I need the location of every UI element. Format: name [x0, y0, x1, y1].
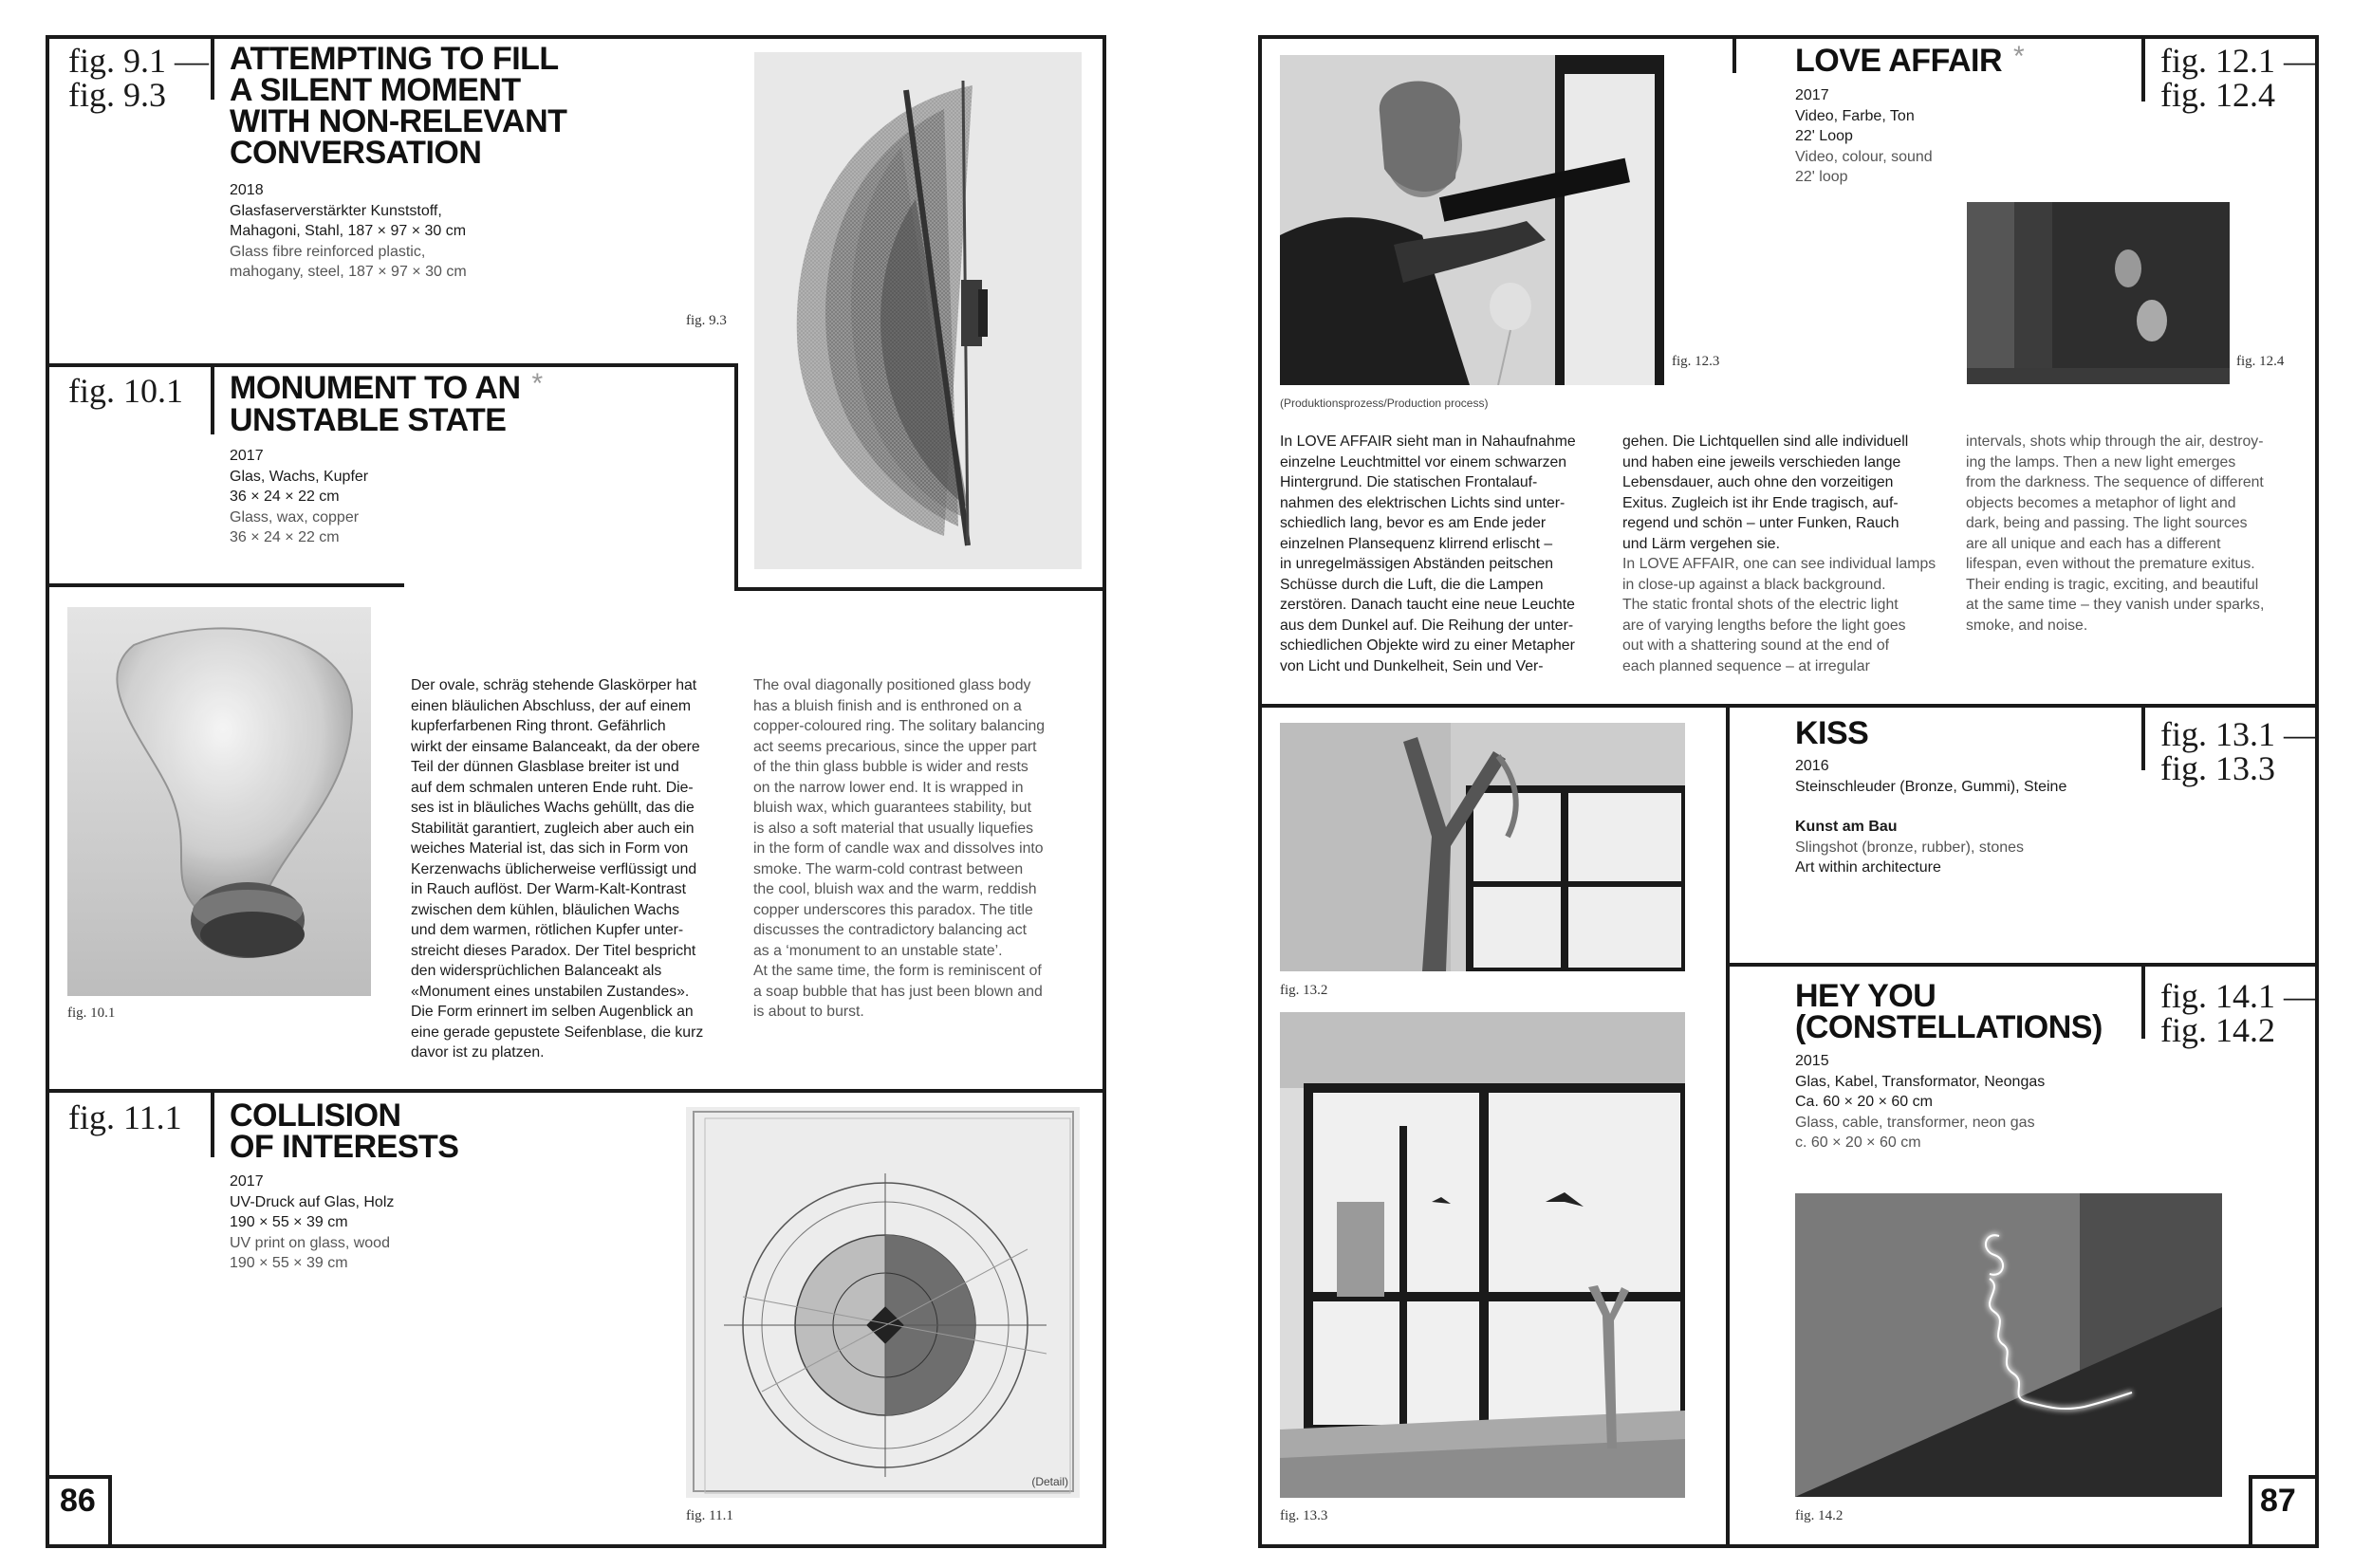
text-line: Hintergrund. Die statischen Frontalauf-: [1280, 474, 1538, 490]
text-line: nahmen des elektrischen Lichts sind unter-: [1280, 494, 1566, 511]
text-line: Die Form erinnert im selben Augenblick an: [411, 1004, 694, 1020]
text-line: act seems precarious, since the upper part: [753, 738, 1037, 755]
text-line: schiedlich lang, bevor es am Ende jeder: [1280, 515, 1547, 531]
text-line: dark, being and passing. The light sources: [1966, 515, 2248, 531]
fig-rule-14: [2141, 963, 2145, 1039]
photo-fig-11-1: [686, 1107, 1080, 1498]
work-meta-kiss: 2016 Steinschleuder (Bronze, Gummi), Steine Kunst am Bau Slingshot (bronze, rubber), stones Art within architecture: [1795, 758, 2067, 876]
work-title-collision: COLLISION OF INTERESTS: [230, 1098, 459, 1165]
frame-bottom-left: [46, 1544, 1106, 1548]
text-line: bluish wax, which guarantees stability, but: [753, 800, 1031, 816]
caption-fig-13-2: fig. 13.2: [1280, 983, 1328, 998]
text-line: einzelnen Plansequenz klirrend erlischt –: [1280, 535, 1553, 552]
divider-12-13: [1258, 704, 2319, 708]
work-title-kiss: KISS: [1795, 715, 1869, 751]
fig-ref-10: fig. 10.1: [68, 372, 183, 410]
text-line: davor ist zu platzen.: [411, 1044, 545, 1061]
text-line: einen bläulichen Abschluss, der auf einem: [411, 697, 692, 714]
text-line: weiches Material ist, das sich in Form von: [411, 840, 689, 857]
text-line: discusses the contradictory balancing act: [753, 922, 1028, 938]
frame-right-left: [1102, 35, 1106, 1548]
photo-fig-13-3: [1280, 1012, 1685, 1498]
text-line: at the same time – they vanish under sparks,: [1966, 597, 2265, 613]
caption-fig-10-1: fig. 10.1: [67, 1005, 116, 1021]
title-rule-10: [211, 363, 214, 434]
work-title-hey-you: HEY YOU (CONSTELLATIONS): [1795, 978, 2103, 1045]
frame-bottom-right: [1258, 1544, 2319, 1548]
photo-fig-9-3: [754, 52, 1082, 569]
frame-left-right: [1258, 35, 1262, 1548]
text-line: und dem warmen, rötlichen Kupfer unter-: [411, 922, 684, 938]
text-line: lifespan, even without the premature exitus.: [1966, 556, 2255, 572]
divider-13-14: [1726, 963, 2319, 967]
text-line: ing the lamps. Then a new light emerges: [1966, 453, 2236, 470]
divider-10-body: [46, 583, 404, 587]
text-line: a soap bubble that has just been blown and: [753, 983, 1043, 1000]
work-meta-collision: 2017 UV-Druck auf Glas, Holz 190 × 55 × 39 cm UV print on glass, wood 190 × 55 × 39 cm: [230, 1173, 395, 1271]
fig-rule-12: [2141, 35, 2145, 101]
text-line: smoke, and noise.: [1966, 617, 2088, 634]
text-line: Exitus. Zugleich ist ihr Ende tragisch, auf-: [1622, 494, 1899, 511]
text-line: of the thin glass bubble is wider and rests: [753, 759, 1028, 775]
text-line: zerstören. Danach taucht eine neue Leuchte: [1280, 597, 1575, 613]
star-icon: *: [2013, 41, 2025, 72]
fig-ref-14: fig. 14.1 — fig. 14.2: [2160, 977, 2318, 1049]
text-line: from the darkness. The sequence of different: [1966, 474, 2264, 490]
text-line: the cool, bluish wax and the warm, reddish: [753, 881, 1037, 897]
hey-you-rule-v: [1726, 963, 1730, 1548]
work-meta-love-affair: 2017 Video, Farbe, Ton 22' Loop Video, colour, sound 22' loop: [1795, 87, 1933, 185]
text-line: Lebensdauer, auch ohne den vorzeitigen: [1622, 474, 1894, 490]
text-line: smoke. The warm-cold contrast between: [753, 860, 1024, 877]
text-line: Their ending is tragic, exciting, and beautiful: [1966, 576, 2259, 593]
page-number-rule: [46, 1475, 112, 1479]
text-line: Kerzenwachs üblicherweise verflüssigt und: [411, 860, 697, 877]
text-line: out with a shattering sound at the end of: [1622, 637, 1890, 654]
star-icon: *: [531, 368, 543, 399]
text-line: in unregelmässigen Abständen peitschen: [1280, 556, 1554, 572]
text-line: in Rauch auflöst. Der Warm-Kalt-Kontrast: [411, 881, 686, 897]
text-line: auf dem schmalen unteren Ende ruht. Die-: [411, 779, 694, 796]
detail-label: (Detail): [1031, 1475, 1068, 1488]
divider-vertical-10: [734, 363, 738, 591]
text-line: Schüsse durch die Luft, die die Lampen: [1280, 576, 1544, 593]
text-line: are all unique and each has a different: [1966, 535, 2221, 552]
title-rule: [211, 35, 214, 100]
divider-photo-bottom: [734, 587, 1104, 591]
fig-ref-9: fig. 9.1 — fig. 9.3: [68, 42, 209, 114]
text-line: gehen. Die Lichtquellen sind alle individuell: [1622, 434, 1909, 450]
production-process-note: (Produktionsprozess/Production process): [1280, 397, 1489, 410]
page-number-87: 87: [2260, 1483, 2296, 1519]
text-line: und haben eine jeweils verschieden lange: [1622, 453, 1901, 470]
body-text-love-affair-col2: [1622, 432, 1936, 676]
text-line: wirkt der einsame Balanceakt, da der obere: [411, 738, 700, 755]
body-text-love-affair-col3: [1966, 432, 2264, 636]
photo-fig-10-1: [67, 607, 371, 996]
text-line: einzelne Leuchtmittel vor einem schwarzen: [1280, 453, 1567, 470]
text-line: The static frontal shots of the electric light: [1622, 597, 1899, 613]
work-meta-monument: 2017 Glas, Wachs, Kupfer 36 × 24 × 22 cm Glass, wax, copper 36 × 24 × 22 cm: [230, 448, 369, 545]
text-line: on the narrow lower end. It is wrapped in: [753, 779, 1024, 796]
text-line: eine gerade gepustete Seifenblase, die kurz: [411, 1024, 704, 1041]
photo-fig-12-3: [1280, 55, 1664, 385]
photo-fig-13-2: [1280, 723, 1685, 971]
text-line: are of varying lengths before the light goes: [1622, 617, 1906, 634]
text-line: in the form of candle wax and dissolves into: [753, 840, 1044, 857]
fig-rule-13: [2141, 704, 2145, 770]
frame-left: [46, 35, 49, 1548]
text-line: is also a soft material that usually liquefies: [753, 820, 1034, 837]
text-line: in close-up against a black background.: [1622, 576, 1886, 593]
page-number-rule-v: [108, 1475, 112, 1546]
text-line: Der ovale, schräg stehende Glaskörper hat: [411, 677, 697, 693]
title-rule-12-a: [1732, 35, 1736, 73]
caption-fig-11-1: fig. 11.1: [686, 1508, 733, 1523]
text-line: copper-coloured ring. The solitary balancing: [753, 718, 1046, 734]
body-text-love-affair-col1: [1280, 432, 1576, 676]
work-meta-attempting: 2018 Glasfaserverstärkter Kunststoff, Mahagoni, Stahl, 187 × 97 × 30 cm Glass fibre reinforced plastic, mahogany, steel, 187 × 97 × 30 cm: [230, 182, 467, 280]
fig-ref-13: fig. 13.1 — fig. 13.3: [2160, 715, 2318, 787]
text-line: The oval diagonally positioned glass body: [753, 677, 1031, 693]
caption-fig-12-4: fig. 12.4: [2236, 354, 2285, 369]
text-line: objects becomes a metaphor of light and: [1966, 494, 2236, 511]
page-number-86: 86: [60, 1483, 96, 1519]
text-line: kupferfarbenen Ring thront. Gefährlich: [411, 718, 666, 734]
work-title-monument: MONUMENT TO AN * UNSTABLE STATE: [230, 368, 543, 438]
text-line: Stabilität garantiert, zugleich aber auch ein: [411, 820, 695, 837]
text-line: schiedlichen Objekte wird zu einer Metapher: [1280, 637, 1575, 654]
work-meta-hey-you: 2015 Glas, Kabel, Transformator, Neongas Ca. 60 × 20 × 60 cm Glass, cable, transformer, neon gas c. 60 × 20 × 60 cm: [1795, 1053, 2046, 1151]
divider-10-11: [46, 1089, 1106, 1093]
work-title-attempting: ATTEMPTING TO FILL A SILENT MOMENT WITH NON-RELEVANT CONVERSATION: [230, 41, 567, 171]
text-line: In LOVE AFFAIR, one can see individual lamps: [1622, 556, 1936, 572]
text-line: «Monument eines unstabilen Zustandes».: [411, 983, 690, 1000]
fig-ref-12: fig. 12.1 — fig. 12.4: [2160, 42, 2318, 114]
text-line: und Lärm vergehen sie.: [1622, 535, 1780, 552]
page-number-rule-87-v: [2249, 1475, 2252, 1546]
work-title-love-affair: LOVE AFFAIR *: [1795, 41, 2025, 79]
text-line: ses ist in bläuliches Wachs gehüllt, das die: [411, 800, 695, 816]
text-line: von Licht und Dunkelheit, Sein und Ver-: [1280, 657, 1544, 674]
frame-top-left: [46, 35, 1106, 39]
text-line: den widersprüchlichen Balanceakt als: [411, 963, 662, 979]
text-line: each planned sequence – at irregular: [1622, 657, 1870, 674]
fig-ref-11: fig. 11.1: [68, 1098, 182, 1136]
text-line: aus dem Dunkel auf. Die Reihung der unter-: [1280, 617, 1574, 634]
caption-fig-13-3: fig. 13.3: [1280, 1508, 1328, 1523]
text-line: At the same time, the form is reminiscent of: [753, 963, 1042, 979]
kiss-rule-v: [1726, 704, 1730, 965]
photo-fig-14-2: [1795, 1193, 2222, 1497]
photo-fig-12-4: [1967, 202, 2230, 384]
text-line: is about to burst.: [753, 1004, 864, 1020]
title-rule-11: [211, 1089, 214, 1157]
caption-fig-9-3: fig. 9.3: [686, 313, 727, 328]
text-line: In LOVE AFFAIR sieht man in Nahaufnahme: [1280, 434, 1576, 450]
body-text-monument-de: [411, 675, 703, 1063]
page-number-rule-87: [2249, 1475, 2319, 1479]
divider-9-10: [46, 363, 738, 367]
caption-fig-12-3: fig. 12.3: [1672, 354, 1720, 369]
frame-right: [2315, 35, 2319, 1548]
frame-top-right: [1258, 35, 2319, 39]
text-line: as a ‘monument to an unstable state’.: [753, 942, 1003, 959]
caption-fig-14-2: fig. 14.2: [1795, 1508, 1843, 1523]
body-text-monument-en: [753, 675, 1045, 1023]
text-line: copper underscores this paradox. The title: [753, 901, 1033, 918]
text-line: has a bluish finish and is enthroned on a: [753, 697, 1022, 714]
text-line: zwischen dem kühlen, bläulichen Wachs: [411, 901, 680, 918]
text-line: intervals, shots whip through the air, destroy-: [1966, 434, 2264, 450]
text-line: Teil der dünnen Glasblase breiter ist und: [411, 759, 679, 775]
text-line: streicht dieses Paradox. Der Titel bespricht: [411, 942, 696, 959]
text-line: regend und schön – unter Funken, Rauch: [1622, 515, 1899, 531]
